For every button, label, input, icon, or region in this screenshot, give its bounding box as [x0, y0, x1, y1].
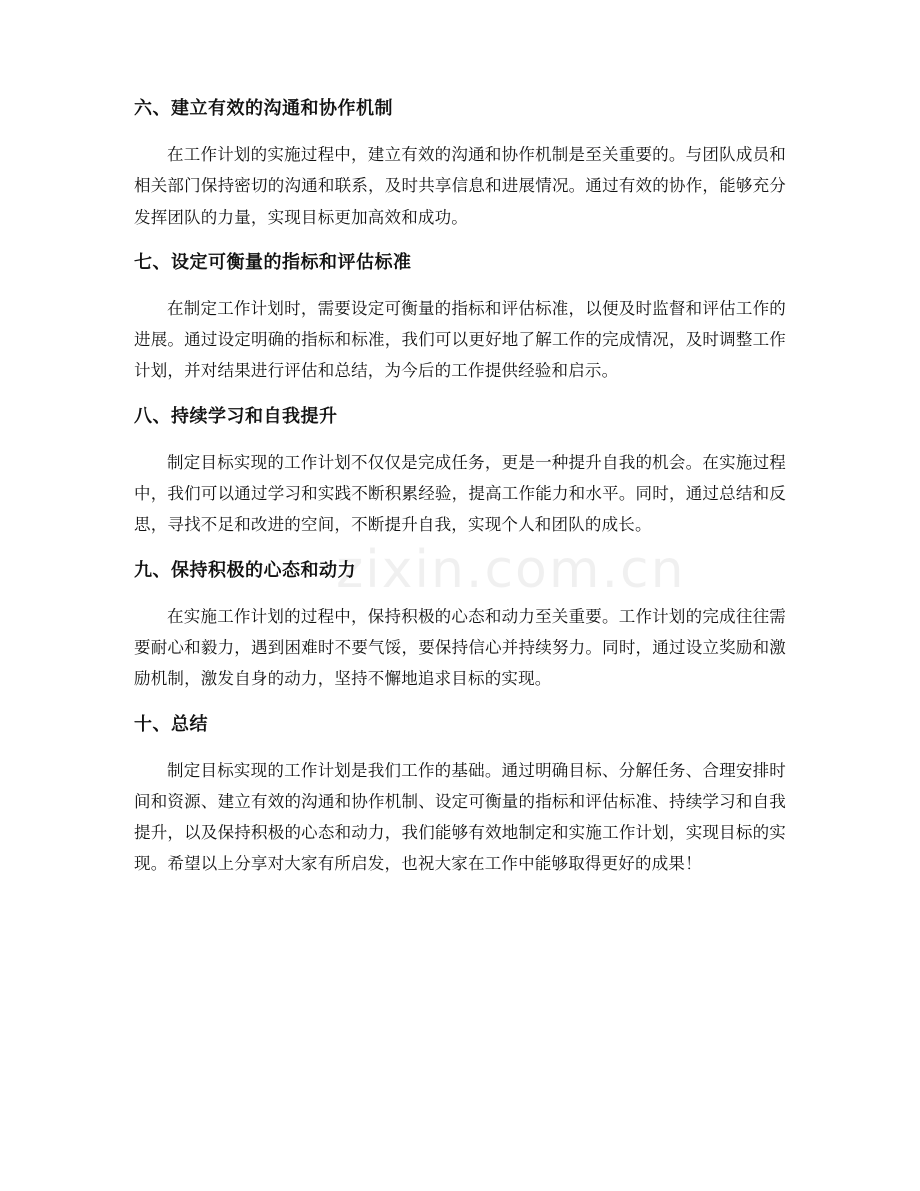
section-paragraph-10: 制定目标实现的工作计划是我们工作的基础。通过明确目标、分解任务、合理安排时间和资源、建立有效的沟通和协作机制、设定可衡量的指标和评估标准、持续学习和自我提升，以及保持积极的心态和动力，我们能够有效地制定和实施工作计划，实现目标的实现。希望以上分享对大家有所启发，也祝大家在工作中能够取得更好的成果！ — [134, 760, 786, 874]
section-paragraph-9: 在实施工作计划的过程中，保持积极的心态和动力至关重要。工作计划的完成往往需要耐心和毅力，遇到困难时不要气馁，要保持信心并持续努力。同时，通过设立奖励和激励机制，激发自身的动力，坚持不懈地追求目标的实现。 — [134, 606, 786, 689]
section-paragraph-6: 在工作计划的实施过程中，建立有效的沟通和协作机制是至关重要的。与团队成员和相关部门保持密切的沟通和联系，及时共享信息和进展情况。通过有效的协作，能够充分发挥团队的力量，实现目标更加高效和成功。 — [134, 145, 786, 227]
watermark: zixin.com.cn — [336, 540, 686, 600]
section-paragraph-8: 制定目标实现的工作计划不仅仅是完成任务，更是一种提升自我的机会。在实施过程中，我们可以通过学习和实践不断积累经验，提高工作能力和水平。同时，通过总结和反思，寻找不足和改进的空间，不断提升自我，实现个人和团队的成长。 — [134, 452, 786, 535]
document-content — [134, 96, 786, 897]
section-heading-10: 十、总结 — [134, 713, 208, 735]
section-heading-8: 八、持续学习和自我提升 — [134, 405, 338, 427]
section-paragraph-7: 在制定工作计划时，需要设定可衡量的指标和评估标准，以便及时监督和评估工作的进展。通过设定明确的指标和标准，我们可以更好地了解工作的完成情况，及时调整工作计划，并对结果进行评估和总结，为今后的工作提供经验和启示。 — [134, 298, 786, 381]
section-heading-9: 九、保持积极的心态和动力 — [134, 559, 356, 581]
section-heading-6: 六、建立有效的沟通和协作机制 — [134, 98, 393, 119]
section-heading-7: 七、设定可衡量的指标和评估标准 — [134, 251, 412, 273]
